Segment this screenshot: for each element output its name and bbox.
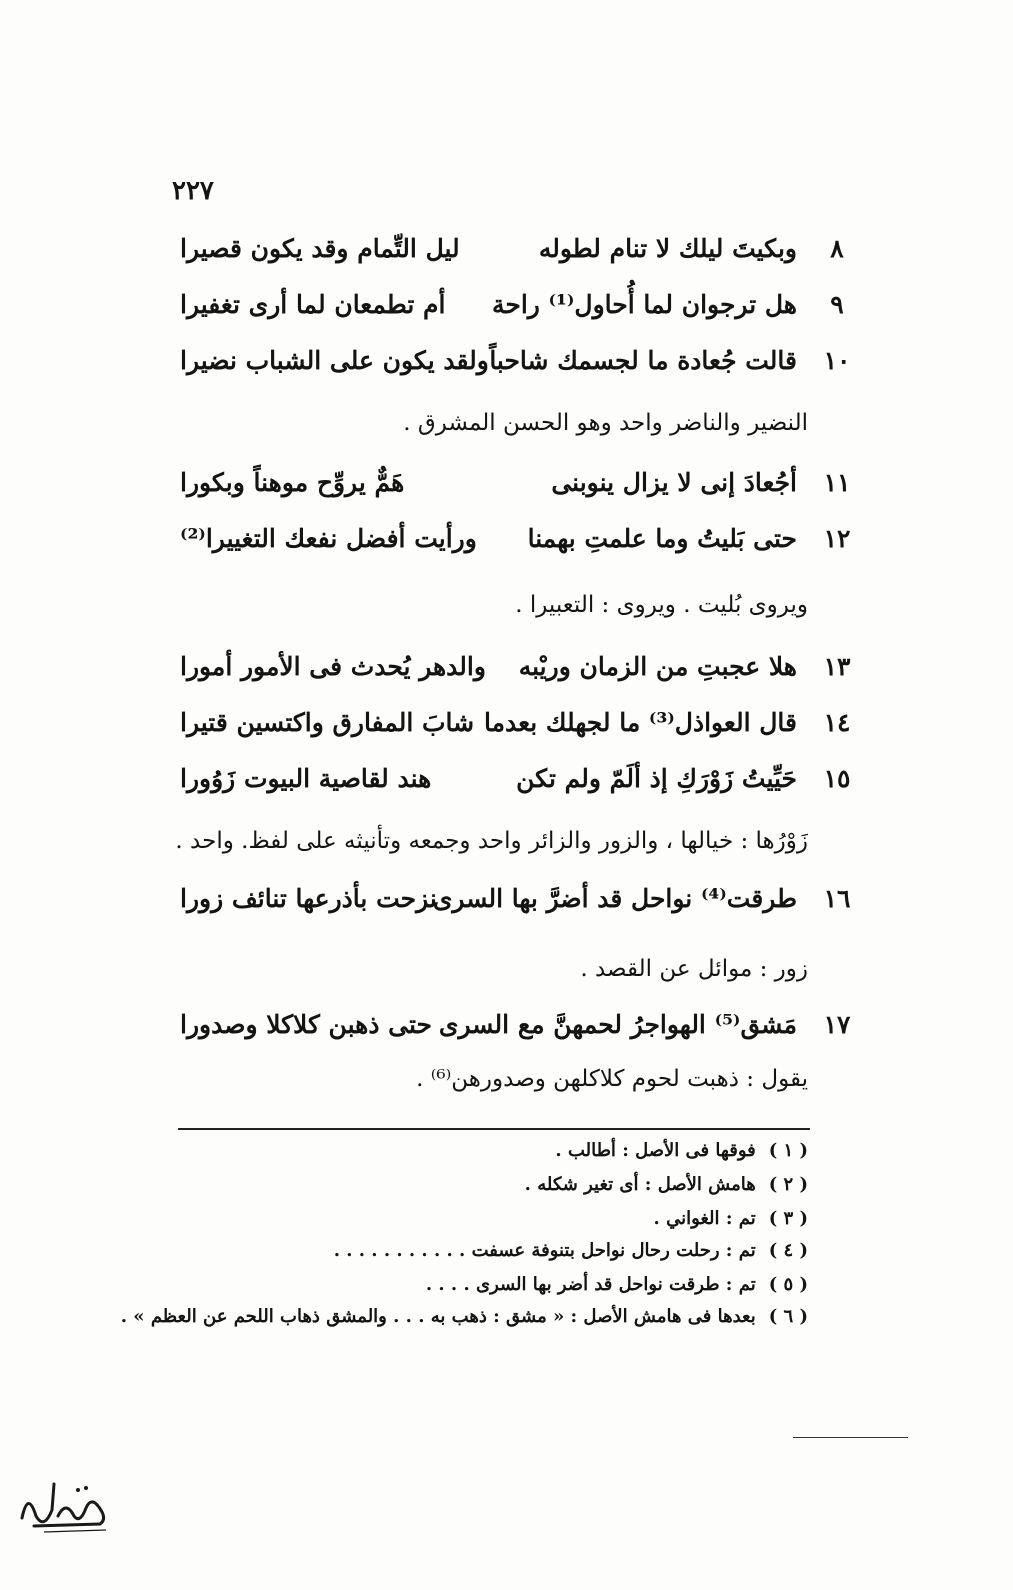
verse-first-hemistich: حَيِّيتُ زَوْرَكِ إذ ألَمّ ولم تكن [516,764,797,793]
verse-first-hemistich: هل ترجوان لما أُحاول⁽¹⁾ راحة [491,290,797,319]
verse-second-hemistich: والدهر يُحدث فى الأمور أمورا [180,652,486,681]
verse-second-hemistich: هند لقاصية البيوت زَوُورا [180,764,432,793]
verse-first-hemistich: هلا عجبتِ من الزمان وريْبه [518,652,797,681]
commentary-note: يقول : ذهبت لحوم كلاكلهن وصدورهن⁽⁶⁾ . [416,1066,808,1092]
footnote-divider [178,1128,810,1130]
footnote [120,1306,808,1327]
verse-line [180,704,855,748]
verse-number: ٨ [830,234,844,263]
verse-second-hemistich: ليل التِّمام وقد يكون قصيرا [180,234,460,263]
commentary-note: زَوْرُها : خيالها ، والزور والزائر واحد وجمعه وتأنيثه على لفظ. واحد . [175,828,808,854]
verse-number: ٩ [830,290,844,319]
footnote-number: ( ٦ ) [768,1306,808,1327]
verse-first-hemistich: قالت جُعادة ما لجسمك شاحباً [489,346,797,375]
footnote-text: تم : رحلت رحال نواحل بتنوفة عسفت . . . . . . . . . . . [333,1240,756,1261]
verse-second-hemistich: ولقد يكون على الشباب نضيرا [180,346,489,375]
verse-line [180,286,855,330]
page-number: ٢٢٧ [172,176,214,206]
verse-number: ١١ [823,468,851,497]
verse-number: ١٤ [823,708,851,737]
verse-second-hemistich: حتى ذهبن كلاكلا وصدورا [180,1010,432,1039]
verse-second-hemistich: ورأيت أفضل نفعك التغييرا⁽²⁾ [180,524,477,553]
verse-second-hemistich: نزحت بأذرعها تنائف زورا [180,884,437,913]
verse-number: ١٦ [823,884,851,913]
verse-number: ١٢ [823,524,851,553]
footnote [188,1208,808,1229]
verse-line [180,342,855,386]
footnote-number: ( ٤ ) [768,1240,808,1261]
verse-line [180,880,855,924]
bottom-divider [793,1437,908,1438]
verse-first-hemistich: قال العواذل⁽³⁾ ما لجهلك بعدما [484,708,797,737]
commentary-note: ويروى بُليت . ويروى : التعبيرا . [515,592,808,618]
library-stamp-logo [14,1470,114,1538]
verse-first-hemistich: مَشق⁽⁵⁾ الهواجرُ لحمهنَّ مع السرى [438,1010,797,1039]
verse-first-hemistich: طرقت⁽⁴⁾ نواحل قد أضرَّ بها السرى [432,884,797,913]
verse-second-hemistich: هَمٌّ يروِّح موهناً وبكورا [180,468,405,497]
verse-line [180,648,855,692]
footnote-number: ( ٣ ) [768,1208,808,1229]
footnote-text: بعدها فى هامش الأصل : « مشق : ذهب به . . . والمشق ذهاب اللحم عن العظم » . [120,1306,756,1327]
footnote-text: هامش الأصل : أى تغير شكله . [524,1174,756,1195]
footnote-number: ( ١ ) [768,1140,808,1161]
verse-line [180,464,855,508]
verse-number: ١٧ [823,1010,851,1039]
verse-line [180,230,855,274]
footnote-text: تم : الغواني . [653,1208,756,1229]
verse-second-hemistich: شابَ المفارق واكتسين قتيرا [180,708,475,737]
verse-number: ١٠ [823,346,851,375]
verse-second-hemistich: أم تطمعان لما أرى تغفيرا [180,290,446,319]
footnote [188,1140,808,1161]
verse-line [180,1006,855,1050]
footnote [188,1240,808,1261]
footnote-number: ( ٢ ) [768,1174,808,1195]
footnote [188,1174,808,1195]
footnote-number: ( ٥ ) [768,1274,808,1295]
verse-line [180,760,855,804]
verse-first-hemistich: وبكيتَ ليلك لا تنام لطوله [538,234,797,263]
footnote [188,1274,808,1295]
verse-number: ١٥ [823,764,851,793]
verse-number: ١٣ [823,652,851,681]
footnote-text: فوقها فى الأصل : أطالب . [555,1140,756,1161]
footnote-text: تم : طرقت نواحل قد أضر بها السرى . . . . [425,1274,756,1295]
verse-first-hemistich: أجُعادَ إنى لا يزال ينوبنى [551,468,797,497]
verse-line [180,520,855,564]
commentary-note: النضير والناضر واحد وهو الحسن المشرق . [403,410,808,436]
verse-first-hemistich: حتى بَليتُ وما علمتِ بهمنا [527,524,797,553]
commentary-note: زور : موائل عن القصد . [580,956,808,982]
